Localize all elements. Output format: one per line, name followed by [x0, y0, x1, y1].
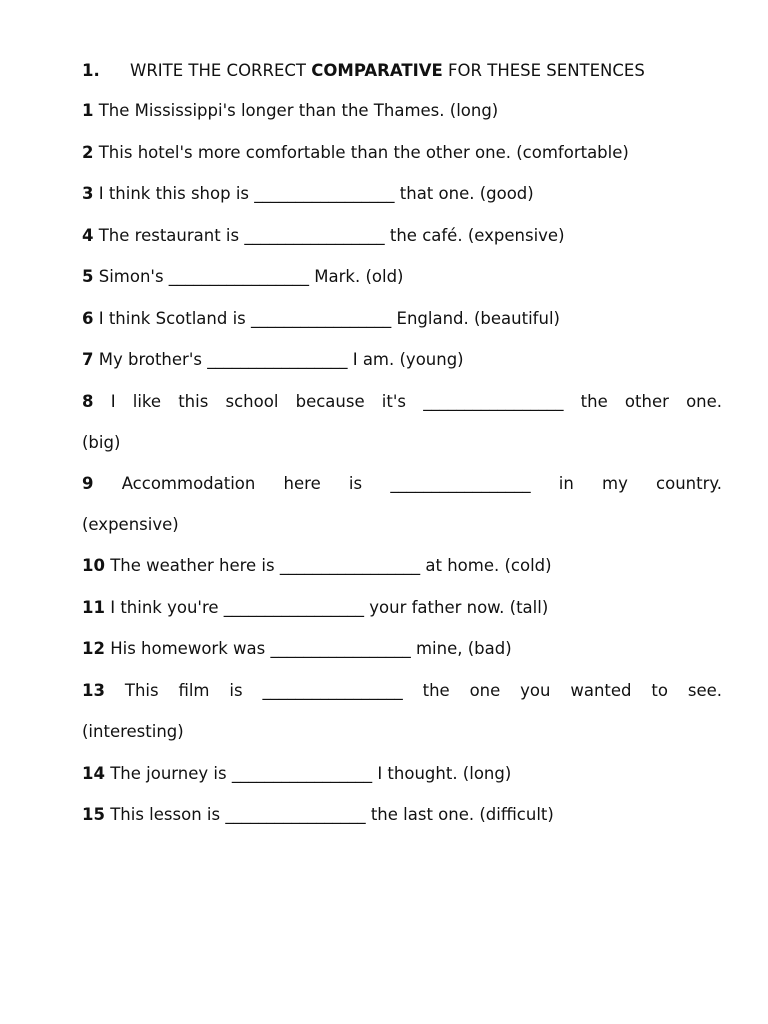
sentence-text-before: I think you're [104, 598, 224, 617]
sentence-number: 4 [82, 226, 94, 245]
answer-blank: _________________ [423, 392, 564, 411]
sentence-text-after: the one you wanted to see. [422, 681, 722, 700]
sentence-text-after: the last one. (difficult) [365, 805, 554, 824]
sentence-text-before: Simon's [93, 267, 169, 286]
sentence-number: 7 [82, 350, 94, 369]
sentence-number: 13 [82, 681, 105, 700]
sentence-9 [82, 471, 722, 497]
sentence-text-before: The restaurant is [93, 226, 245, 245]
sentence-hint: (big) [82, 433, 121, 452]
sentence-text-after: in my country. [558, 474, 723, 493]
sentence-text-before: I think this shop is [93, 184, 255, 203]
answer-blank: _________________ [279, 556, 421, 575]
sentence-number: 5 [82, 267, 94, 286]
sentence-number: 11 [82, 598, 105, 617]
sentence-12 [82, 636, 722, 662]
sentence-text-before: The weather here is [104, 556, 280, 575]
sentence-10 [82, 553, 722, 579]
answer-blank: _________________ [231, 764, 373, 783]
sentence-1 [82, 98, 722, 124]
sentence-13-continued [82, 719, 722, 745]
answer-blank: _________________ [244, 226, 385, 245]
sentence-text-after: I am. (young) [347, 350, 464, 369]
sentence-text-after: Mark. (old) [309, 267, 404, 286]
sentence-6 [82, 306, 722, 332]
sentence-3 [82, 181, 722, 207]
exercise-number: 1. [82, 61, 100, 80]
sentence-text-before: I think Scotland is [93, 309, 252, 328]
sentence-number: 15 [82, 805, 105, 824]
sentence-text-after: England. (beautiful) [391, 309, 560, 328]
sentence-number: 10 [82, 556, 105, 575]
answer-blank: _________________ [270, 639, 411, 658]
answer-blank: _________________ [254, 184, 395, 203]
sentence-14 [82, 761, 722, 787]
sentence-8-continued [82, 430, 722, 456]
sentence-text-before: The journey is [104, 764, 232, 783]
answer-blank: _________________ [251, 309, 392, 328]
sentence-hint: (interesting) [82, 722, 184, 741]
answer-blank: _________________ [207, 350, 348, 369]
sentence-text-before: His homework was [104, 639, 271, 658]
sentence-number: 9 [82, 474, 94, 493]
sentence-text-before: I like this school because it's [110, 392, 406, 411]
sentence-number: 12 [82, 639, 105, 658]
sentence-text-before: My brother's [93, 350, 208, 369]
sentence-text-after: mine, (bad) [410, 639, 512, 658]
answer-blank: _________________ [168, 267, 310, 286]
sentence-hint: (expensive) [82, 515, 179, 534]
sentence-7 [82, 347, 722, 373]
sentence-number: 14 [82, 764, 105, 783]
sentence-text: This hotel's more comfortable than the other one. (comfortable) [93, 143, 629, 162]
sentence-text-after: the café. (expensive) [384, 226, 565, 245]
sentence-11 [82, 595, 722, 621]
answer-blank: _________________ [223, 598, 365, 617]
answer-blank: _________________ [262, 681, 403, 700]
answer-blank: _________________ [390, 474, 531, 493]
sentence-number: 6 [82, 309, 94, 328]
sentence-number: 3 [82, 184, 94, 203]
sentence-text-after: that one. (good) [394, 184, 534, 203]
sentence-text-after: at home. (cold) [420, 556, 552, 575]
sentence-8 [82, 389, 722, 415]
sentence-9-continued [82, 512, 722, 538]
sentence-text-before: Accommodation here is [121, 474, 363, 493]
sentence-text-after: the other one. [580, 392, 723, 411]
heading-text-after: FOR THESE SENTENCES [442, 61, 645, 80]
sentence-15 [82, 802, 722, 828]
sentence-number: 1 [82, 101, 94, 120]
sentence-text: The Mississippi's longer than the Thames. (long) [93, 101, 499, 120]
sentence-number: 8 [82, 392, 94, 411]
sentence-text-before: This lesson is [104, 805, 226, 824]
answer-blank: _________________ [225, 805, 366, 824]
sentence-number: 2 [82, 143, 94, 162]
heading-keyword: COMPARATIVE [311, 61, 443, 80]
exercise-heading [82, 58, 722, 84]
sentence-text-after: your father now. (tall) [364, 598, 549, 617]
heading-text-before: WRITE THE CORRECT [130, 61, 312, 80]
sentence-5 [82, 264, 722, 290]
sentence-text-before: This film is [124, 681, 243, 700]
sentence-2 [82, 140, 722, 166]
sentence-13 [82, 678, 722, 704]
sentence-4 [82, 223, 722, 249]
sentence-text-after: I thought. (long) [372, 764, 512, 783]
